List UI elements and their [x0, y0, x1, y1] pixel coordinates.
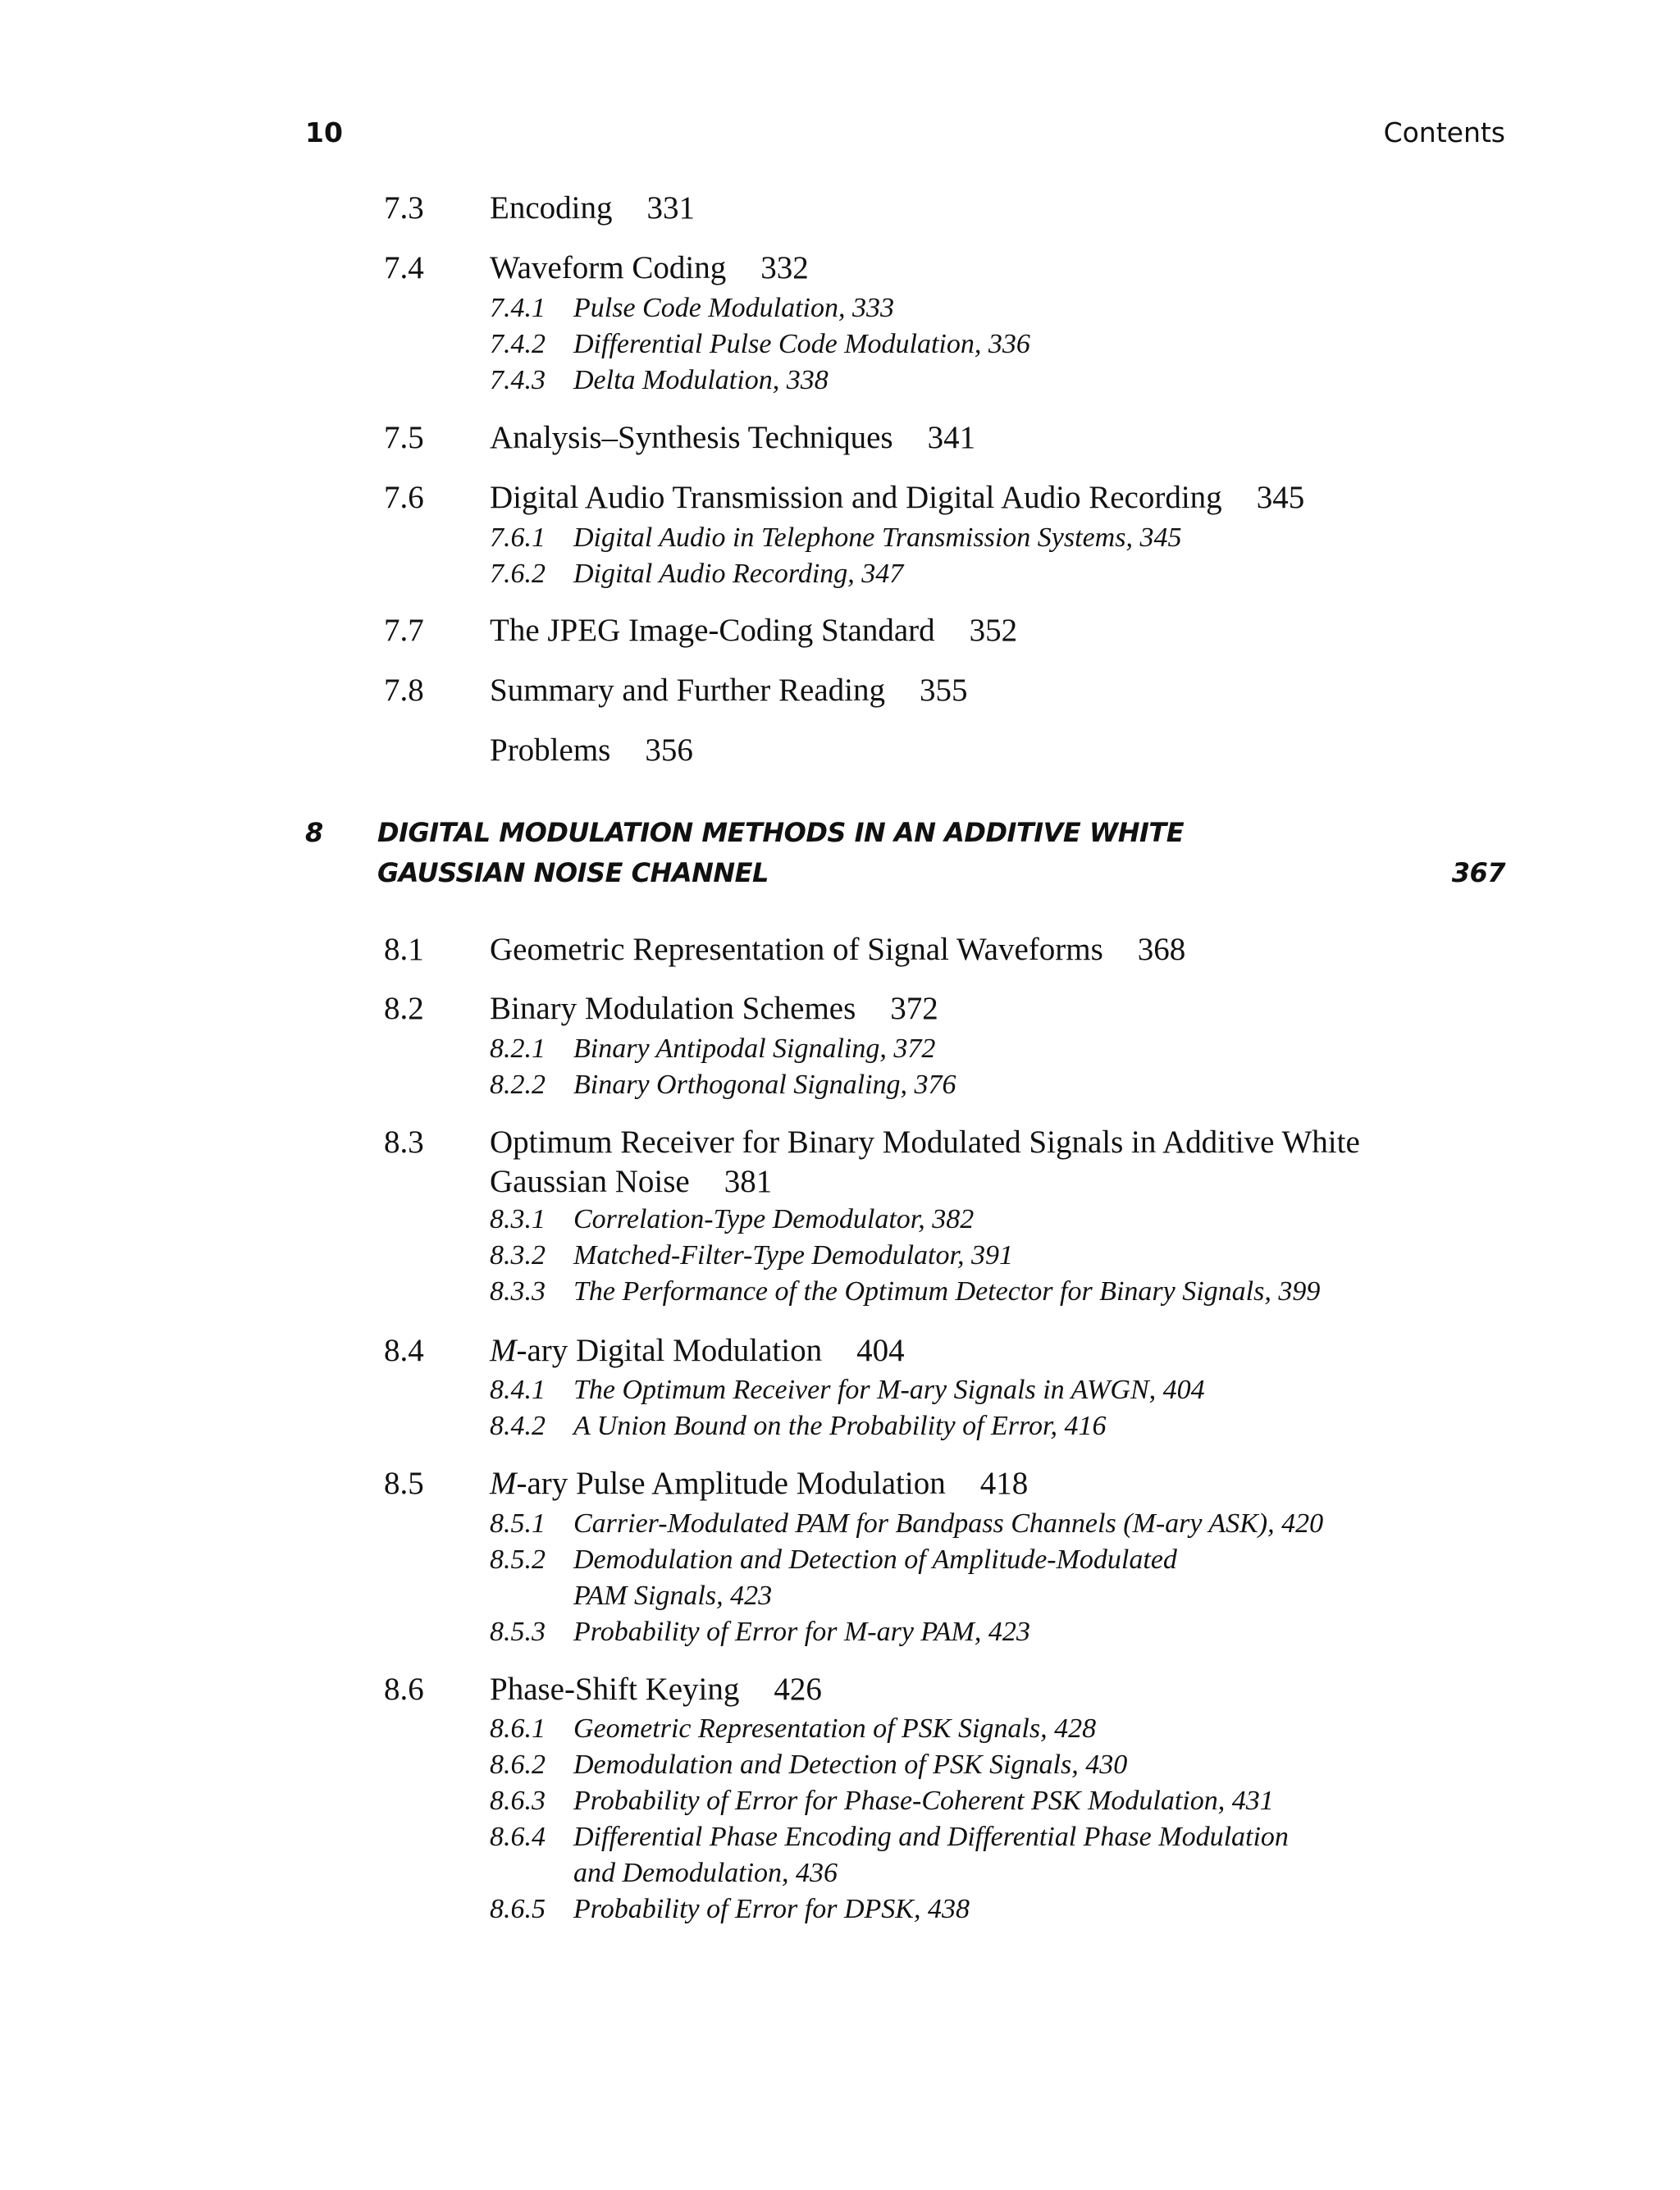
section-title[interactable]: Geometric Representation of Signal Waveforms 368 — [490, 932, 1186, 967]
page-ref: 331 — [646, 190, 695, 226]
section-number: 7.8 — [384, 673, 424, 708]
section-title[interactable]: Analysis–Synthesis Techniques 341 — [490, 420, 976, 455]
section-title[interactable]: Phase-Shift Keying 426 — [490, 1672, 822, 1707]
subsection-number: 8.3.3 — [490, 1276, 546, 1307]
subsection-title: Pulse Code Modulation, 333 — [573, 293, 894, 323]
page-ref: 352 — [969, 613, 1018, 648]
section-title-line-2[interactable]: Gaussian Noise 381 — [490, 1164, 773, 1199]
section-number: 8.2 — [384, 991, 424, 1026]
page-ref: 356 — [645, 732, 693, 768]
subsection-title: A Union Bound on the Probability of Error, 416 — [573, 1411, 1107, 1441]
subsection-number: 7.6.2 — [490, 559, 546, 589]
chapter-title-line-2: GAUSSIAN NOISE CHANNEL — [377, 857, 769, 888]
subsection-title-line-2: and Demodulation, 436 — [573, 1858, 838, 1888]
subsection-title: Probability of Error for Phase-Coherent PSK Modulation, 431 — [573, 1786, 1274, 1816]
section-title[interactable]: Waveform Coding 332 — [490, 250, 809, 285]
subsection-title: Differential Pulse Code Modulation, 336 — [573, 329, 1030, 359]
subsection-number: 8.2.1 — [490, 1033, 546, 1064]
section-title[interactable]: M-ary Pulse Amplitude Modulation 418 — [490, 1466, 1029, 1501]
section-number: 8.5 — [384, 1466, 424, 1501]
subsection-title: Delta Modulation, 338 — [573, 365, 829, 395]
subsection-title: The Optimum Receiver for M-ary Signals in AWGN, 404 — [573, 1375, 1205, 1405]
subsection-number: 8.6.1 — [490, 1713, 546, 1744]
subsection-title: Geometric Representation of PSK Signals, 428 — [573, 1713, 1097, 1744]
subsection-number: 8.2.2 — [490, 1070, 546, 1100]
section-number: 8.3 — [384, 1125, 424, 1160]
subsection-number: 8.6.2 — [490, 1750, 546, 1780]
section-title[interactable]: Problems 356 — [490, 732, 693, 768]
page-ref: 355 — [920, 673, 968, 708]
subsection-number: 8.5.3 — [490, 1617, 546, 1647]
subsection-title: The Performance of the Optimum Detector for Binary Signals, 399 — [573, 1276, 1321, 1307]
subsection-number: 8.6.3 — [490, 1786, 546, 1816]
running-head — [305, 113, 1505, 151]
section-number: 7.4 — [384, 250, 424, 285]
section-number: 7.7 — [384, 613, 424, 648]
page-ref: 345 — [1256, 480, 1305, 515]
subsection-number: 8.6.5 — [490, 1894, 546, 1924]
subsection-title: Probability of Error for M-ary PAM, 423 — [573, 1617, 1030, 1647]
subsection-title-line-2: PAM Signals, 423 — [573, 1581, 773, 1611]
subsection-title: Digital Audio Recording, 347 — [573, 559, 904, 589]
page-ref: 368 — [1137, 932, 1186, 967]
subsection-number: 8.5.2 — [490, 1544, 546, 1575]
page-ref: 341 — [927, 420, 976, 455]
subsection-title: Correlation-Type Demodulator, 382 — [573, 1204, 975, 1234]
chapter-number: 8 — [305, 817, 323, 848]
section-title[interactable]: Encoding 331 — [490, 190, 695, 226]
subsection-number: 7.4.2 — [490, 329, 546, 359]
section-title[interactable]: Binary Modulation Schemes 372 — [490, 991, 938, 1026]
section-number: 8.4 — [384, 1333, 424, 1368]
subsection-title: Binary Orthogonal Signaling, 376 — [573, 1070, 956, 1100]
subsection-number: 8.6.4 — [490, 1822, 546, 1852]
subsection-title-line-1: Differential Phase Encoding and Differential Phase Modulation — [573, 1822, 1289, 1852]
subsection-number: 8.5.1 — [490, 1508, 546, 1539]
page-number: 10 — [305, 116, 343, 148]
subsection-number: 8.3.2 — [490, 1240, 546, 1271]
subsection-number: 7.4.3 — [490, 365, 546, 395]
subsection-title: Digital Audio in Telephone Transmission Systems, 345 — [573, 522, 1182, 553]
section-number: 8.1 — [384, 932, 424, 967]
section-title[interactable]: Summary and Further Reading 355 — [490, 673, 968, 708]
subsection-number: 8.3.1 — [490, 1204, 546, 1234]
page-ref: 332 — [760, 250, 809, 285]
section-number: 7.6 — [384, 480, 424, 515]
subsection-number: 7.4.1 — [490, 293, 546, 323]
subsection-title: Demodulation and Detection of PSK Signals, 430 — [573, 1750, 1128, 1780]
page-ref: 418 — [979, 1466, 1029, 1501]
section-title[interactable]: Digital Audio Transmission and Digital Audio Recording 345 — [490, 480, 1305, 515]
subsection-title-line-1: Demodulation and Detection of Amplitude-Modulated — [573, 1544, 1177, 1575]
section-number: 7.3 — [384, 190, 424, 226]
section-title[interactable]: The JPEG Image-Coding Standard 352 — [490, 613, 1018, 648]
section-number: 7.5 — [384, 420, 424, 455]
subsection-number: 7.6.1 — [490, 522, 546, 553]
section-title[interactable]: M-ary Digital Modulation 404 — [490, 1333, 905, 1368]
page-ref: 372 — [890, 991, 938, 1026]
section-number: 8.6 — [384, 1672, 424, 1707]
running-title: Contents — [1383, 116, 1505, 148]
subsection-title: Binary Antipodal Signaling, 372 — [573, 1033, 936, 1064]
subsection-title: Carrier-Modulated PAM for Bandpass Channels (M-ary ASK), 420 — [573, 1508, 1324, 1539]
page-ref: 426 — [774, 1672, 822, 1707]
subsection-number: 8.4.2 — [490, 1411, 546, 1441]
page-ref: 404 — [856, 1333, 905, 1368]
subsection-title: Matched-Filter-Type Demodulator, 391 — [573, 1240, 1013, 1271]
page-ref: 381 — [724, 1164, 773, 1199]
section-title-line-1[interactable]: Optimum Receiver for Binary Modulated Signals in Additive White — [490, 1125, 1360, 1160]
subsection-title: Probability of Error for DPSK, 438 — [573, 1894, 970, 1924]
subsection-number: 8.4.1 — [490, 1375, 546, 1405]
chapter-title-line-1: DIGITAL MODULATION METHODS IN AN ADDITIVE WHITE — [377, 817, 1185, 848]
chapter-page: 367 — [1451, 857, 1505, 888]
